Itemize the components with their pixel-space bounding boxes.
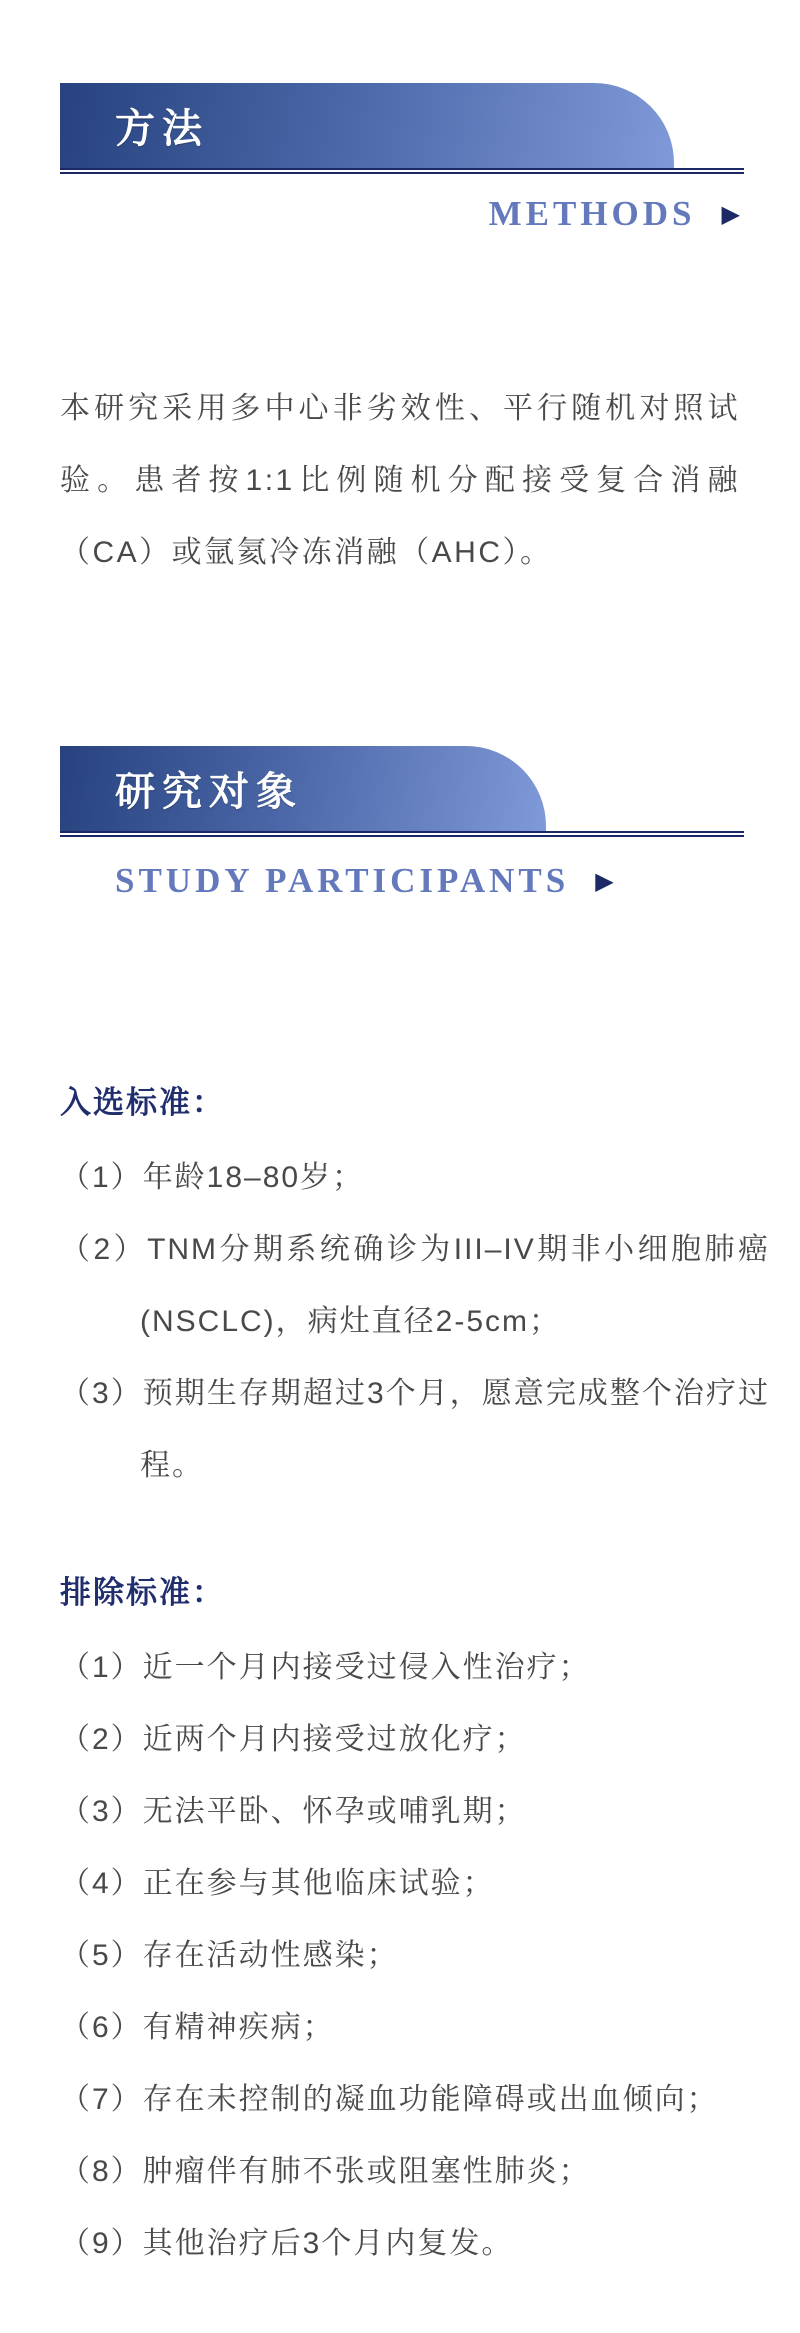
participants-banner-title: 研究对象 [115,769,303,814]
list-item: （8）肿瘤伴有肺不张或阻塞性肺炎； [60,2155,591,2188]
list-item: （4）正在参与其他临床试验； [60,1867,495,1900]
exclusion-criteria-list [60,1632,770,2280]
list-item: （3）无法平卧、怀孕或哺乳期； [60,1795,527,1828]
methods-divider-lines [60,168,744,174]
participants-banner [60,746,546,831]
list-item: （9）其他治疗后3个月内复发。 [60,2227,514,2260]
methods-banner-title: 方法 [115,106,209,151]
participants-heading-row [60,857,744,908]
list-item: （6）有精神疾病； [60,2011,335,2044]
methods-heading-row [60,190,744,241]
methods-heading-text: METHODS [488,194,696,233]
list-item: （3）预期生存期超过3个月，愿意完成整个治疗过程。 [60,1377,770,1482]
inclusion-criteria-list [60,1142,770,1502]
list-item: （2）近两个月内接受过放化疗； [60,1723,527,1756]
methods-section [0,83,800,589]
arrow-right-icon: ▶ [721,200,740,228]
list-item: （2）TNM分期系统确诊为III–IV期非小细胞肺癌(NSCLC)，病灶直径2-5cm； [60,1233,770,1338]
list-item: （5）存在活动性感染； [60,1939,399,1972]
inclusion-criteria-title: 入选标准： [60,1085,225,1120]
arrow-right-icon: ▶ [595,867,614,895]
list-item: （1）年龄18–80岁； [60,1161,365,1194]
methods-paragraph: 本研究采用多中心非劣效性、平行随机对照试验。患者按1:1比例随机分配接受复合消融（CA）或氩氦冷冻消融（AHC）。 [60,392,740,569]
methods-banner [60,83,674,168]
participants-heading-text: STUDY PARTICIPANTS [115,861,570,900]
list-item: （7）存在未控制的凝血功能障碍或出血倾向； [60,2083,719,2116]
participants-section [0,746,800,2280]
exclusion-criteria-title: 排除标准： [60,1575,225,1610]
list-item: （1）近一个月内接受过侵入性治疗； [60,1651,591,1684]
participants-divider-lines [60,831,744,837]
